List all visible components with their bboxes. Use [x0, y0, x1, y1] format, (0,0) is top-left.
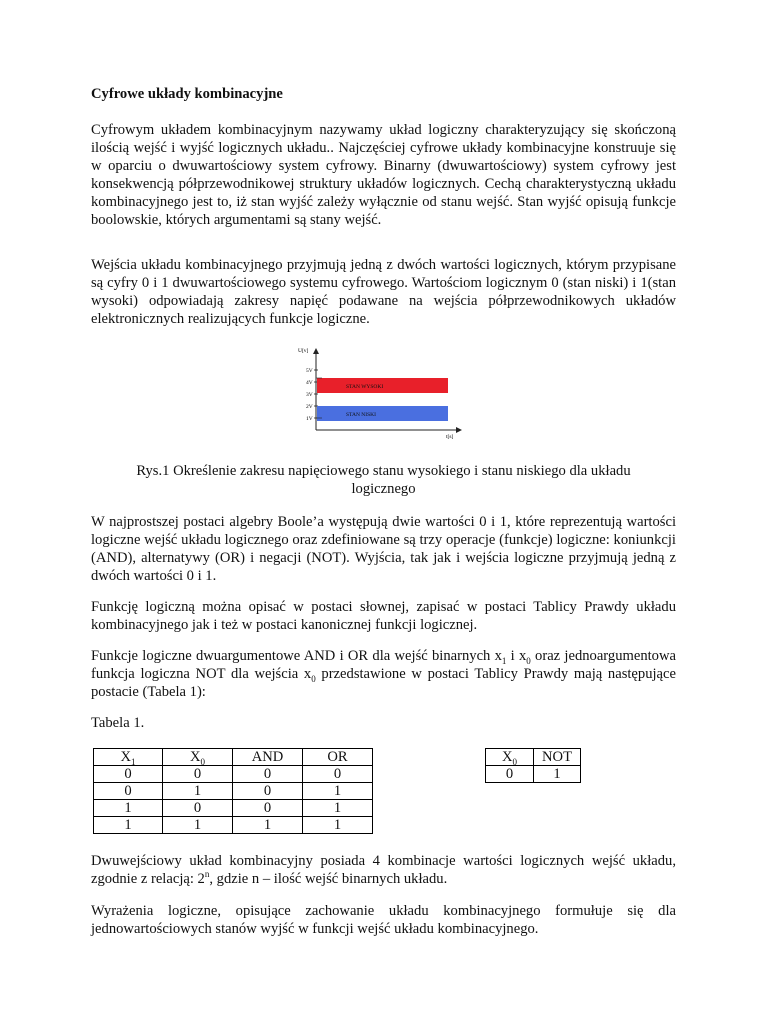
paragraph-expressions: Wyrażenia logiczne, opisujące zachowanie układu kombinacyjnego formułuje się dla jednowartościowych stanów wyjść w funkcji wejść układu kombinacyjnego.: [91, 903, 676, 937]
header-and: AND: [233, 749, 303, 766]
x-axis-arrow: [456, 427, 462, 433]
tick-label-3v: 3V: [306, 392, 313, 398]
table-row: 0 1: [486, 766, 581, 783]
header-x0: $X_0$: [163, 749, 233, 766]
voltage-range-figure: [288, 340, 474, 442]
table-row: 0 0 0 0: [94, 766, 373, 783]
header-x1: $X_1$: [94, 749, 163, 766]
document-title: Cyfrowe układy kombinacyjne: [91, 86, 283, 102]
tick-label-5v: 5V: [306, 368, 313, 374]
table-header-row: [486, 749, 581, 766]
table-label: Tabela 1.: [91, 715, 145, 731]
y-axis-arrow: [313, 348, 319, 354]
paragraph-intro: Cyfrowym układem kombinacyjnym nazywamy układ logiczny charakteryzujący się skończoną ilością wejść i wyjść logicznych układu.. Najczęściej cyfrowe układy kombinacyjne konstruuje się w oparciu o dwuwartościowy system cyfrowy. Binarny (dwuwartościowy) system cyfrowy jest konsekwencją półprzewodnikowej struktury układów logicznych. Cechą charakterystyczną układu kombinacyjnego jest to, iż stan wyjść zależy wyłącznie od stanu wejść. Stan wyjść opisują funkcje boolowskie, których argumentami są stany wejść.: [91, 122, 676, 228]
figure-caption-line1: Rys.1 Określenie zakresu napięciowego stanu wysokiego i stanu niskiego dla układu: [136, 463, 631, 479]
band-high-label: STAN WYSOKI: [346, 384, 384, 390]
paragraph-functions: Funkcje logiczne dwuargumentowe AND i OR dla wejść binarnych $x_1$ i $x_0$ oraz jednoargumentowa funkcja logiczna NOT dla wejścia $x_0$ przedstawione w postaci Tablicy Prawdy mają następujące postacie (Tabela 1):: [91, 648, 676, 700]
header-not: NOT: [534, 749, 581, 766]
table-header-row: [94, 749, 373, 766]
band-low: [317, 406, 448, 421]
paragraph-combinations: Dwuwejściowy układ kombinacyjny posiada 4 kombinacje wartości logicznych wejść układu, zgodnie z relacją: 2$^n$, gdzie n – ilość wejść binarnych układu.: [91, 853, 676, 887]
truth-table-and-or: [93, 748, 373, 834]
x-axis-label: t[s]: [446, 434, 454, 440]
paragraph-inputs: Wejścia układu kombinacyjnego przyjmują jedną z dwóch wartości logicznych, którym przypisane są cyfry 0 i 1 dwuwartościowego systemu cyfrowego. Wartościom logicznym 0 (stan niski) i 1(stan wysoki) odpowiadają zakresy napięć podawane na wejścia półprzewodnikowych układów elektronicznych realizujących funkcje logiczne.: [91, 257, 676, 327]
header-x0: $X_0$: [486, 749, 534, 766]
table-row: 1 0 0 1: [94, 800, 373, 817]
y-axis-label: U[v]: [298, 348, 309, 354]
tick-label-1v: 1V: [306, 416, 313, 422]
band-low-label: STAN NISKI: [346, 412, 376, 418]
truth-table-not: [485, 748, 581, 783]
table-row: 0 1 0 1: [94, 783, 373, 800]
header-or: OR: [303, 749, 373, 766]
tick-label-2v: 2V: [306, 404, 313, 410]
paragraph-description: Funkcję logiczną można opisać w postaci słownej, zapisać w postaci Tablicy Prawdy układu kombinacyjnego jak i też w postaci kanonicznej funkcji logicznej.: [91, 599, 676, 633]
paragraph-boole: W najprostszej postaci algebry Boole’a występują dwie wartości 0 i 1, które reprezentują wartości logiczne wejść układu logicznego oraz zdefiniowane są trzy operacje (funkcje) logiczne: koniunkcji (AND), alternatywy (OR) i negacji (NOT). Wyjścia, tak jak i wejścia logiczne przyjmują jedną z dwóch wartości 0 i 1.: [91, 514, 676, 584]
table-row: 1 1 1 1: [94, 817, 373, 834]
figure-caption-line2: logicznego: [351, 481, 416, 497]
tick-label-4v: 4V: [306, 380, 313, 386]
